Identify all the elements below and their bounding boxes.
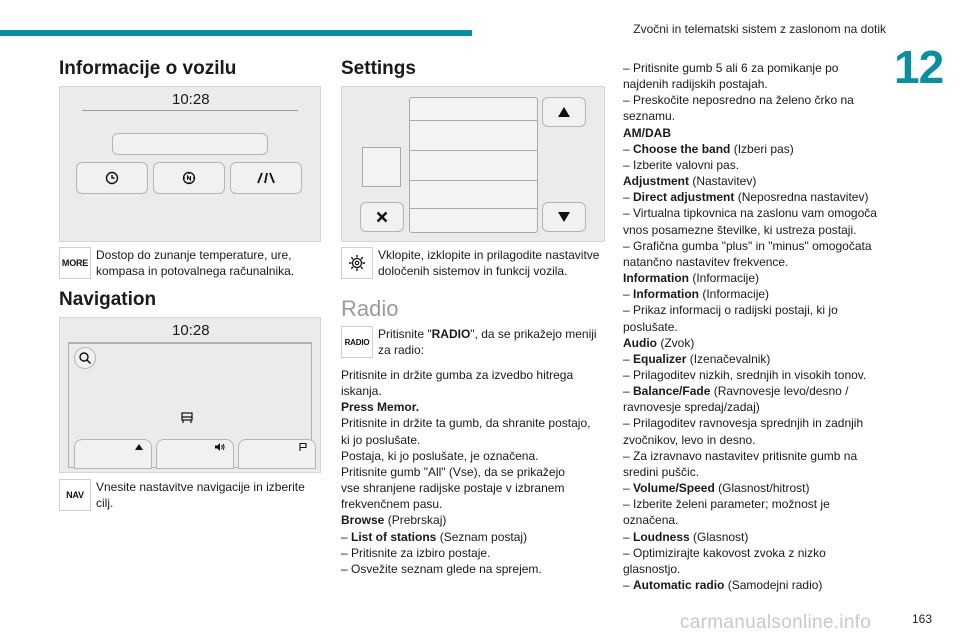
compass-icon: [182, 171, 196, 185]
settings-list-row: [410, 98, 537, 121]
settings-caption: Vklopite, izklopite in prilagodite nastavitve določenih sistemov in funkcij vozila.: [378, 248, 600, 278]
text-line: – Automatic radio (Samodejni radio): [623, 578, 823, 592]
header-accent-bar: [0, 30, 472, 36]
screen-time: 10:28: [172, 91, 210, 108]
clock-button: [76, 162, 148, 194]
text-line: vse shranjene radijske postaje v izbranem: [341, 481, 565, 496]
section-title-radio: Radio: [341, 296, 399, 321]
text-line: – Grafična gumba "plus" in "minus" omogočata: [623, 238, 872, 253]
text-line: Postaja, ki jo poslušate, je označena.: [341, 448, 539, 463]
text-line: Audio (Zvok): [623, 335, 695, 350]
settings-list: [409, 97, 538, 233]
screen-time: 10:28: [172, 322, 210, 339]
vehicle-info-screen: [59, 86, 321, 242]
text-line: – Za izravnavo nastavitev pritisnite gumb na: [623, 448, 858, 463]
screen-divider: [82, 110, 298, 111]
close-icon: [376, 211, 388, 223]
section-title-navigation: Navigation: [59, 289, 157, 310]
chapter-title: Zvočni in telematski sistem z zaslonom na dotik: [633, 22, 886, 36]
search-button: [74, 347, 96, 369]
text-line: sredini puščic.: [623, 464, 700, 479]
text-line: – Virtualna tipkovnica na zaslonu vam omogoča: [623, 206, 877, 221]
text-line: – Izberite želeni parameter; možnost je: [623, 497, 830, 512]
text-line: ravnovesje spredaj/zadaj): [623, 400, 760, 415]
text-line: vnos posamezne številke, ki ustreza postaji.: [623, 222, 857, 237]
radio-intro: Pritisnite "RADIO", da se prikažejo meniji za radio:: [378, 327, 597, 357]
text-line: Adjustment (Nastavitev): [623, 174, 757, 189]
text-line: – Choose the band (Izberi pas): [623, 141, 794, 156]
text-line: – Volume/Speed (Glasnost/hitrost): [623, 481, 810, 496]
text-line: seznamu.: [623, 109, 676, 124]
text-line: zvočnikov, levo in desno.: [623, 432, 756, 447]
watermark: carmanualsonline.info: [680, 612, 872, 633]
text-line: poslušate.: [623, 319, 678, 334]
nav-button-badge: NAV: [59, 479, 91, 511]
settings-list-row: [410, 150, 537, 151]
text-line: – Direct adjustment (Neposredna nastavitev): [623, 190, 869, 205]
text-line: – Pritisnite gumb 5 ali 6 za pomikanje po: [623, 61, 839, 75]
nav-audio-button: [156, 439, 234, 469]
text-line: – Equalizer (Izenačevalnik): [623, 351, 771, 366]
settings-list-row: [410, 208, 537, 209]
chapter-number: 12: [894, 41, 944, 93]
text-line: – Balance/Fade (Ravnovesje levo/desno /: [623, 384, 849, 399]
radio-button-badge: RADIO: [341, 326, 373, 358]
text-line: – Preskočite neposredno na želeno črko na: [623, 93, 854, 108]
text-line: – Information (Informacije): [623, 287, 770, 302]
settings-list-row: [410, 180, 537, 181]
text-line: – Prilagoditev nizkih, srednjih in visokih tonov.: [623, 367, 867, 382]
text-line: Pritisnite in držite gumba za izvedbo hitrega: [341, 368, 574, 382]
text-line: najdenih radijskih postajah.: [623, 77, 768, 92]
text-line: natančno nastavitev frekvence.: [623, 254, 789, 269]
nav-mode-button: [74, 439, 152, 469]
section-title-vehicle-info: Informacije o vozilu: [59, 58, 237, 79]
text-line: Press Memor.: [341, 400, 420, 415]
section-title-settings: Settings: [341, 58, 416, 79]
text-line: ki jo poslušate.: [341, 432, 421, 447]
trip-computer-icon: [256, 171, 276, 185]
settings-screen: [341, 86, 605, 242]
text-line: Information (Informacije): [623, 271, 760, 286]
arrow-up-icon: [558, 107, 570, 117]
vehicle-info-caption: Dostop do zunanje temperature, ure, kompasa in potovalnega računalnika.: [96, 248, 295, 278]
screen-info-bar: [112, 133, 268, 155]
text-line: frekvenčnem pasu.: [341, 497, 443, 512]
text-line: – List of stations (Seznam postaj): [341, 529, 528, 544]
compass-button: [153, 162, 225, 194]
arrow-up-icon: [135, 444, 143, 450]
text-line: – Osvežite seznam glede na sprejem.: [341, 561, 542, 576]
text-line: – Prikaz informacij o radijski postaji, ki jo: [623, 303, 838, 318]
text-line: – Optimizirajte kakovost zvoka z nizko: [623, 545, 826, 560]
text-line: AM/DAB: [623, 125, 671, 140]
text-line: označena.: [623, 513, 679, 528]
text-line: iskanja.: [341, 384, 382, 399]
speaker-icon: [215, 443, 225, 451]
text-line: Pritisnite gumb "All" (Vse), da se prikažejo: [341, 464, 565, 479]
flag-icon: [299, 443, 307, 451]
scroll-down-button: [542, 202, 586, 232]
text-line: – Pritisnite za izbiro postaje.: [341, 545, 491, 560]
settings-preview-box: [362, 147, 401, 187]
gear-icon: [348, 254, 366, 272]
more-button-badge: MORE: [59, 247, 91, 279]
radio-body-col3: [623, 60, 893, 593]
radio-body-col2: [341, 367, 611, 577]
trip-computer-button: [230, 162, 302, 194]
text-line: – Loudness (Glasnost): [623, 529, 749, 544]
search-icon: [78, 351, 92, 365]
text-line: Browse (Prebrskaj): [341, 513, 447, 528]
arrow-down-icon: [558, 212, 570, 222]
text-line: glasnostjo.: [623, 561, 681, 576]
text-line: Pritisnite in držite ta gumb, da shranite postajo,: [341, 416, 591, 431]
scroll-up-button: [542, 97, 586, 127]
text-line: – Izberite valovni pas.: [623, 157, 740, 172]
navigation-screen: [59, 317, 321, 473]
text-line: – Prilagoditev ravnovesja sprednjih in zadnjih: [623, 416, 864, 431]
poi-icon: [180, 411, 194, 425]
clock-icon: [105, 171, 119, 185]
nav-menu-button: [238, 439, 316, 469]
settings-badge: [341, 247, 373, 279]
close-button: [360, 202, 404, 232]
navigation-caption: Vnesite nastavitve navigacije in izberite cilj.: [96, 480, 305, 510]
page-number: 163: [911, 612, 932, 626]
